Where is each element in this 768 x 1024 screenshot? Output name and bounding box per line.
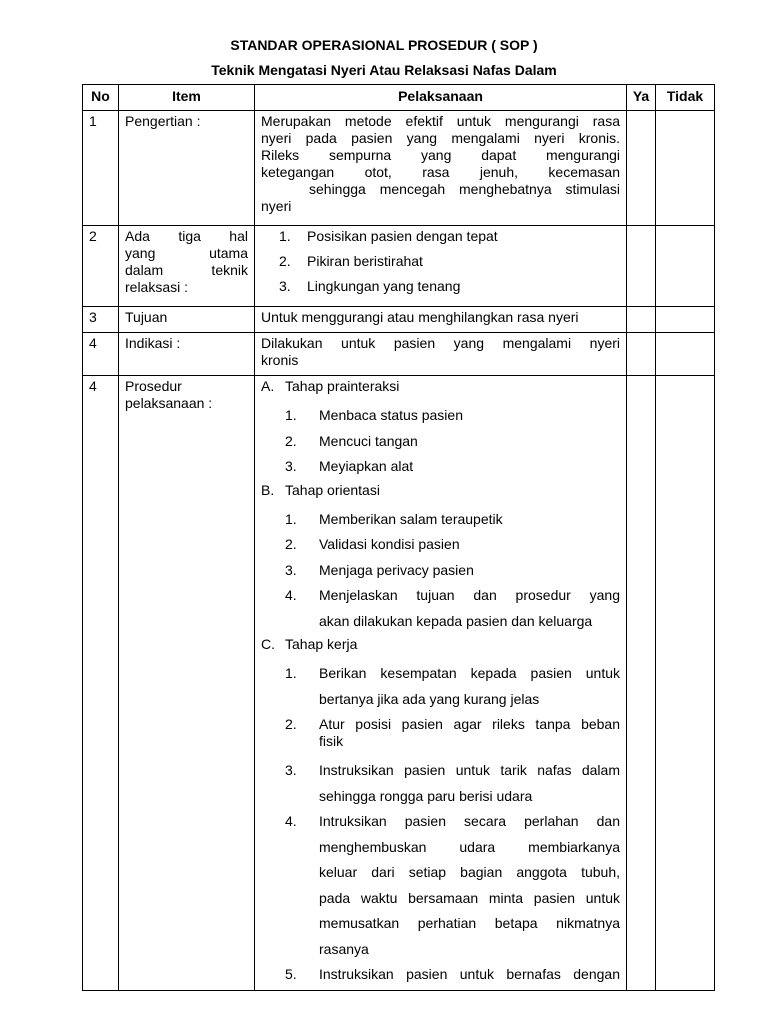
list-item: 2. Mencuci tangan [285,432,418,449]
list-item: 1. Posisikan pasien dengan tepat [279,228,498,244]
row-tidak-cell [656,226,715,307]
text-line: ketegangan otot, rasa jenuh, kecemasan [261,164,620,180]
list-item: 2. Atur posisi pasien agar rileks tanpa beban fisik [285,716,620,749]
item-line: Ada tiga hal [125,228,248,244]
table-row [83,111,715,226]
header-pelaksanaan: Pelaksanaan [255,85,627,111]
row-item: Indikasi : [119,333,255,376]
section-heading: A. Tahap prainteraksi [261,378,400,394]
row-number: 2 [83,226,119,307]
text-line: Dilakukan untuk pasien yang mengalami nyeri [261,335,620,351]
section-heading: B. Tahap orientasi [261,481,380,498]
list-item: 1. Menbaca status pasien [285,407,463,423]
header-item: Item [119,85,255,111]
table-row [83,333,715,376]
step-list [261,507,620,635]
item-line: Prosedur [125,378,182,394]
row-pelaksanaan [255,226,627,307]
table-row [83,226,715,307]
numbered-list [261,228,620,295]
text-line: sehingga mencegah menghebatnya stimulasi [309,181,620,197]
row-ya-cell [627,333,656,376]
list-item: 3. Lingkungan yang tenang [279,278,461,294]
row-item [119,226,255,307]
row-number: 1 [83,111,119,226]
item-line: relaksasi : [125,279,189,295]
row-tidak-cell [656,307,715,333]
header-ya: Ya [627,85,656,111]
row-pelaksanaan: Untuk menggurangi atau menghilangkan rasa nyeri [255,307,627,333]
list-item: 3. Meyiapkan alat [285,458,414,474]
item-line: yang utama [125,245,248,261]
row-ya-cell [627,111,656,226]
table-row [83,307,715,333]
list-item: 5. Instruksikan pasien untuk bernafas dengan [285,966,620,982]
section-heading: C. Tahap kerja [261,636,358,652]
list-item: 4. Menjelaskan tujuan dan prosedur yang akan dilakukan kepada pasien dan keluarga [285,587,620,629]
item-line: pelaksanaan : [125,395,213,411]
row-tidak-cell [656,376,715,991]
list-item: 1. Memberikan salam teraupetik [285,510,503,527]
list-item: 1. Berikan kesempatan kepada pasien untuk bertanya jika ada yang kurang jelas [285,665,620,707]
row-pelaksanaan [255,376,627,991]
row-item: Pengertian : [119,111,255,226]
row-number: 3 [83,307,119,333]
header-tidak: Tidak [656,85,715,111]
document-title: STANDAR OPERASIONAL PROSEDUR ( SOP ) [230,37,538,53]
item-line: dalam teknik [125,262,248,278]
row-ya-cell [627,307,656,333]
step-list [261,661,620,988]
list-item: 2. Pikiran beristirahat [279,253,423,269]
header-no: No [83,85,119,111]
row-number: 4 [83,376,119,991]
row-pelaksanaan [255,333,627,376]
text-line: kronis [261,352,299,368]
list-item: 3. Instruksikan pasien untuk tarik nafas dalam sehingga rongga paru berisi udara [285,762,620,804]
step-list [261,403,620,480]
list-item: 4. Intruksikan pasien secara perlahan dan menghembuskan udara membiarkanya keluar dari setiap bagian anggota tubuh, pada waktu bersamaan minta pasien untuk memusatkan perhatian betapa nikmatnya rasanya [285,813,620,957]
row-item [119,376,255,991]
row-pelaksanaan [255,111,627,226]
text-line: Merupakan metode efektif untuk mengurangi rasa [261,113,620,129]
document-subtitle: Teknik Mengatasi Nyeri Atau Relaksasi Nafas Dalam [211,62,557,78]
text-line: nyeri [261,198,292,214]
row-ya-cell [627,376,656,991]
table-header-row [83,85,715,111]
row-item: Tujuan [119,307,255,333]
row-number: 4 [83,333,119,376]
table-row [83,376,715,991]
row-tidak-cell [656,111,715,226]
sop-table [82,84,715,991]
text-line: Rileks sempurna yang dapat mengurangi [261,147,620,163]
list-item: 2. Validasi kondisi pasien [285,536,460,552]
list-item: 3. Menjaga perivacy pasien [285,561,474,578]
row-tidak-cell [656,333,715,376]
row-ya-cell [627,226,656,307]
text-line: nyeri pada pasien yang mengalami nyeri kronis. [261,130,620,146]
